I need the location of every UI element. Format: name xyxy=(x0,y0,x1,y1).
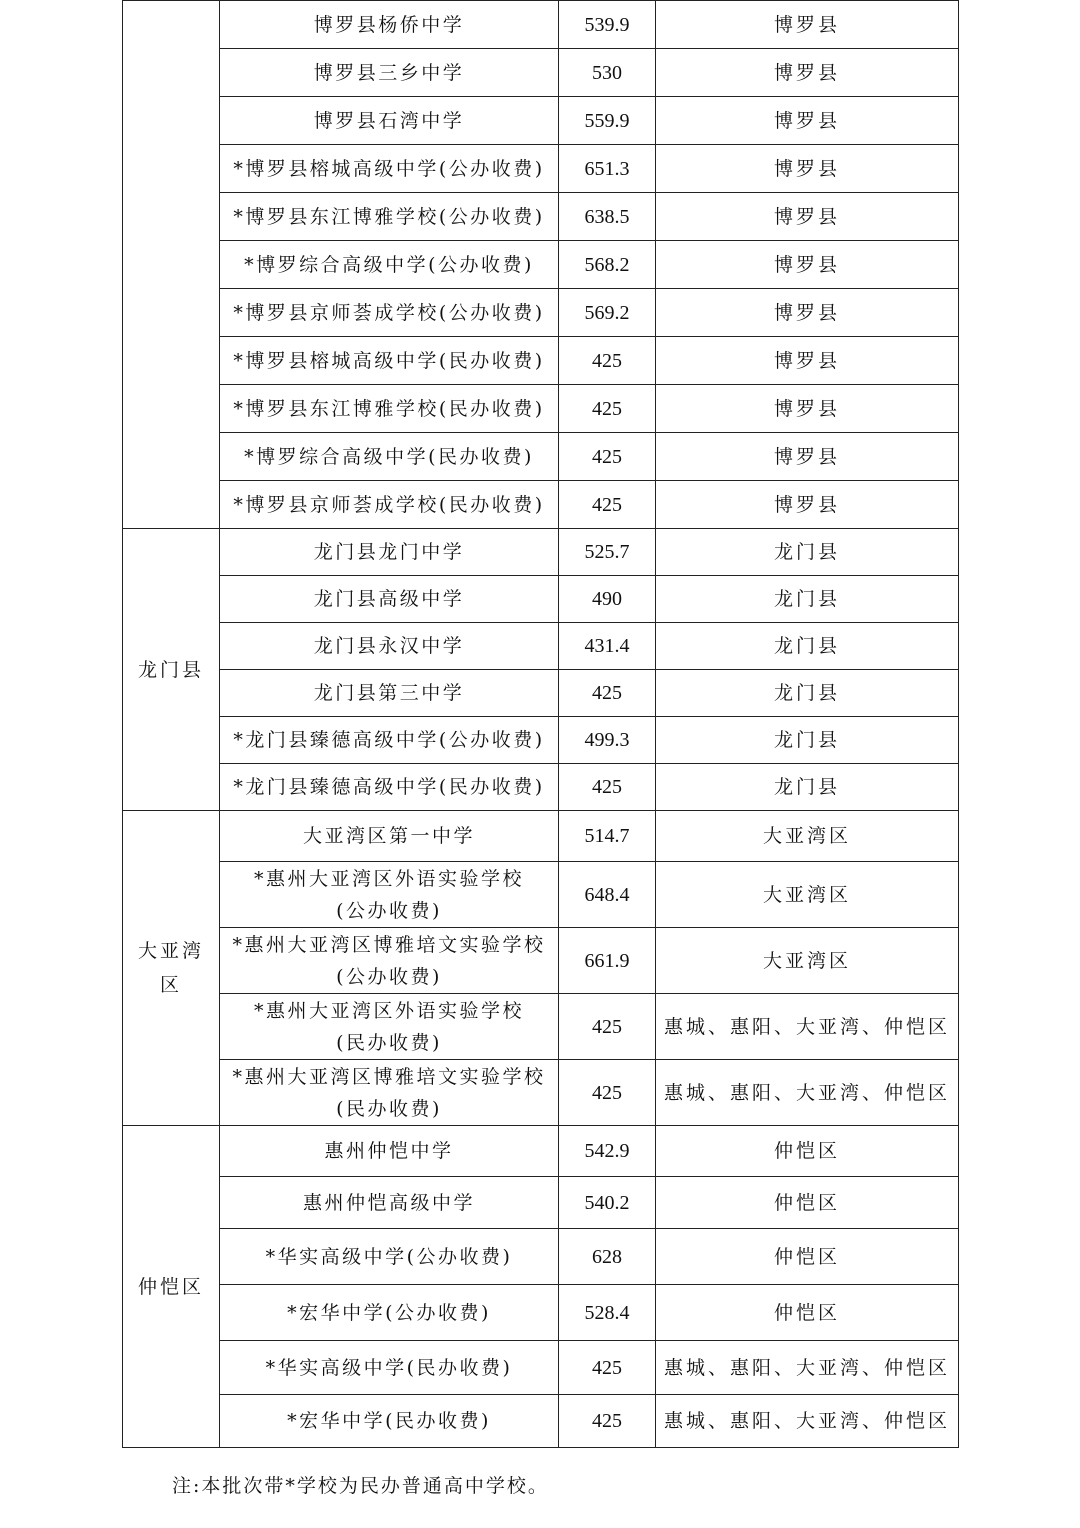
table-row xyxy=(123,145,959,193)
table-row xyxy=(123,623,959,670)
district-cell: 博罗县 xyxy=(656,385,959,433)
table-row xyxy=(123,1285,959,1341)
table-row xyxy=(123,764,959,811)
school-cell: *博罗县榕城高级中学(公办收费) xyxy=(220,145,559,193)
score-cell: 425 xyxy=(559,337,656,385)
district-cell: 博罗县 xyxy=(656,241,959,289)
table-row xyxy=(123,576,959,623)
district-cell: 博罗县 xyxy=(656,97,959,145)
table-row xyxy=(123,862,959,928)
district-cell: 龙门县 xyxy=(656,623,959,670)
school-cell: *华实高级中学(公办收费) xyxy=(220,1229,559,1285)
school-name-line2: (民办收费) xyxy=(336,1097,442,1120)
school-cell: 惠州仲恺中学 xyxy=(220,1126,559,1177)
district-cell: 仲恺区 xyxy=(656,1177,959,1229)
district-cell: 仲恺区 xyxy=(656,1285,959,1341)
score-cell: 499.3 xyxy=(559,717,656,764)
score-cell: 628 xyxy=(559,1229,656,1285)
school-cell: *宏华中学(公办收费) xyxy=(220,1285,559,1341)
district-cell: 大亚湾区 xyxy=(656,862,959,928)
district-cell: 博罗县 xyxy=(656,481,959,529)
admission-score-table xyxy=(122,0,959,1448)
table-row xyxy=(123,928,959,994)
district-cell: 惠城、惠阳、大亚湾、仲恺区 xyxy=(656,1395,959,1448)
table-row xyxy=(123,241,959,289)
district-cell: 龙门县 xyxy=(656,576,959,623)
table-row xyxy=(123,1229,959,1285)
score-cell: 425 xyxy=(559,1060,656,1126)
school-cell: *博罗县榕城高级中学(民办收费) xyxy=(220,337,559,385)
district-cell: 龙门县 xyxy=(656,764,959,811)
group-cell-longmen: 龙门县 xyxy=(123,529,220,811)
school-cell: 龙门县永汉中学 xyxy=(220,623,559,670)
score-cell: 431.4 xyxy=(559,623,656,670)
district-cell: 博罗县 xyxy=(656,193,959,241)
score-cell: 530 xyxy=(559,49,656,97)
table-row xyxy=(123,337,959,385)
school-cell xyxy=(220,928,559,994)
score-cell: 568.2 xyxy=(559,241,656,289)
district-cell: 大亚湾区 xyxy=(656,811,959,862)
school-cell: *龙门县臻德高级中学(公办收费) xyxy=(220,717,559,764)
school-cell: *博罗县京师荟成学校(民办收费) xyxy=(220,481,559,529)
table-row xyxy=(123,49,959,97)
table-row xyxy=(123,670,959,717)
school-cell xyxy=(220,1060,559,1126)
score-cell: 539.9 xyxy=(559,1,656,49)
district-cell: 惠城、惠阳、大亚湾、仲恺区 xyxy=(656,994,959,1060)
school-name-line1: *惠州大亚湾区博雅培文实验学校 xyxy=(232,1065,546,1088)
school-cell: *龙门县臻德高级中学(民办收费) xyxy=(220,764,559,811)
district-cell: 惠城、惠阳、大亚湾、仲恺区 xyxy=(656,1060,959,1126)
group-cell-dayawan xyxy=(123,811,220,1126)
school-cell: *博罗县东江博雅学校(公办收费) xyxy=(220,193,559,241)
group-label-line2: 区 xyxy=(159,974,182,996)
district-cell: 博罗县 xyxy=(656,289,959,337)
school-cell: *博罗县京师荟成学校(公办收费) xyxy=(220,289,559,337)
district-cell: 仲恺区 xyxy=(656,1229,959,1285)
table-row xyxy=(123,193,959,241)
district-cell: 龙门县 xyxy=(656,717,959,764)
score-cell: 559.9 xyxy=(559,97,656,145)
score-cell: 425 xyxy=(559,764,656,811)
score-cell: 425 xyxy=(559,670,656,717)
district-cell: 博罗县 xyxy=(656,433,959,481)
footnote: 注:本批次带*学校为民办普通高中学校。 xyxy=(172,1475,549,1497)
district-cell: 博罗县 xyxy=(656,145,959,193)
school-cell: 龙门县高级中学 xyxy=(220,576,559,623)
table-row xyxy=(123,1,959,49)
table-row xyxy=(123,994,959,1060)
table-row xyxy=(123,1341,959,1395)
district-cell: 龙门县 xyxy=(656,529,959,576)
school-cell: *博罗综合高级中学(公办收费) xyxy=(220,241,559,289)
score-cell: 542.9 xyxy=(559,1126,656,1177)
score-cell: 525.7 xyxy=(559,529,656,576)
district-cell: 大亚湾区 xyxy=(656,928,959,994)
district-cell: 博罗县 xyxy=(656,337,959,385)
score-cell: 425 xyxy=(559,481,656,529)
district-cell: 龙门县 xyxy=(656,670,959,717)
table-row xyxy=(123,481,959,529)
score-cell: 540.2 xyxy=(559,1177,656,1229)
school-name-line2: (民办收费) xyxy=(336,1031,442,1054)
table-row xyxy=(123,1126,959,1177)
district-cell: 博罗县 xyxy=(656,1,959,49)
table-row xyxy=(123,385,959,433)
school-cell: 龙门县龙门中学 xyxy=(220,529,559,576)
school-cell: 博罗县三乡中学 xyxy=(220,49,559,97)
school-name-line1: *惠州大亚湾区外语实验学校 xyxy=(253,867,524,890)
school-cell xyxy=(220,862,559,928)
school-name-line2: (公办收费) xyxy=(336,899,442,922)
score-cell: 425 xyxy=(559,433,656,481)
school-cell: *华实高级中学(民办收费) xyxy=(220,1341,559,1395)
school-cell: *博罗综合高级中学(民办收费) xyxy=(220,433,559,481)
score-cell: 425 xyxy=(559,1395,656,1448)
school-cell: *宏华中学(民办收费) xyxy=(220,1395,559,1448)
table-row xyxy=(123,289,959,337)
district-cell: 仲恺区 xyxy=(656,1126,959,1177)
school-name-line2: (公办收费) xyxy=(336,965,442,988)
score-cell: 569.2 xyxy=(559,289,656,337)
score-cell: 425 xyxy=(559,385,656,433)
school-cell: 龙门县第三中学 xyxy=(220,670,559,717)
score-cell: 651.3 xyxy=(559,145,656,193)
school-cell: 博罗县石湾中学 xyxy=(220,97,559,145)
district-cell: 博罗县 xyxy=(656,49,959,97)
score-cell: 661.9 xyxy=(559,928,656,994)
table-row xyxy=(123,433,959,481)
group-label-line1: 大亚湾 xyxy=(137,940,204,962)
table-row xyxy=(123,1060,959,1126)
table-row xyxy=(123,529,959,576)
school-name-line1: *惠州大亚湾区博雅培文实验学校 xyxy=(232,933,546,956)
school-cell: *博罗县东江博雅学校(民办收费) xyxy=(220,385,559,433)
school-cell: 惠州仲恺高级中学 xyxy=(220,1177,559,1229)
school-cell: 大亚湾区第一中学 xyxy=(220,811,559,862)
table-row xyxy=(123,1177,959,1229)
table-row xyxy=(123,811,959,862)
score-cell: 514.7 xyxy=(559,811,656,862)
table-row xyxy=(123,97,959,145)
score-cell: 490 xyxy=(559,576,656,623)
group-cell-boluo xyxy=(123,1,220,529)
district-cell: 惠城、惠阳、大亚湾、仲恺区 xyxy=(656,1341,959,1395)
group-cell-zhongkai: 仲恺区 xyxy=(123,1126,220,1448)
table-row xyxy=(123,1395,959,1448)
school-name-line1: *惠州大亚湾区外语实验学校 xyxy=(253,999,524,1022)
score-cell: 425 xyxy=(559,1341,656,1395)
score-cell: 425 xyxy=(559,994,656,1060)
score-cell: 528.4 xyxy=(559,1285,656,1341)
school-cell: 博罗县杨侨中学 xyxy=(220,1,559,49)
table-row xyxy=(123,717,959,764)
school-cell xyxy=(220,994,559,1060)
score-cell: 638.5 xyxy=(559,193,656,241)
score-cell: 648.4 xyxy=(559,862,656,928)
